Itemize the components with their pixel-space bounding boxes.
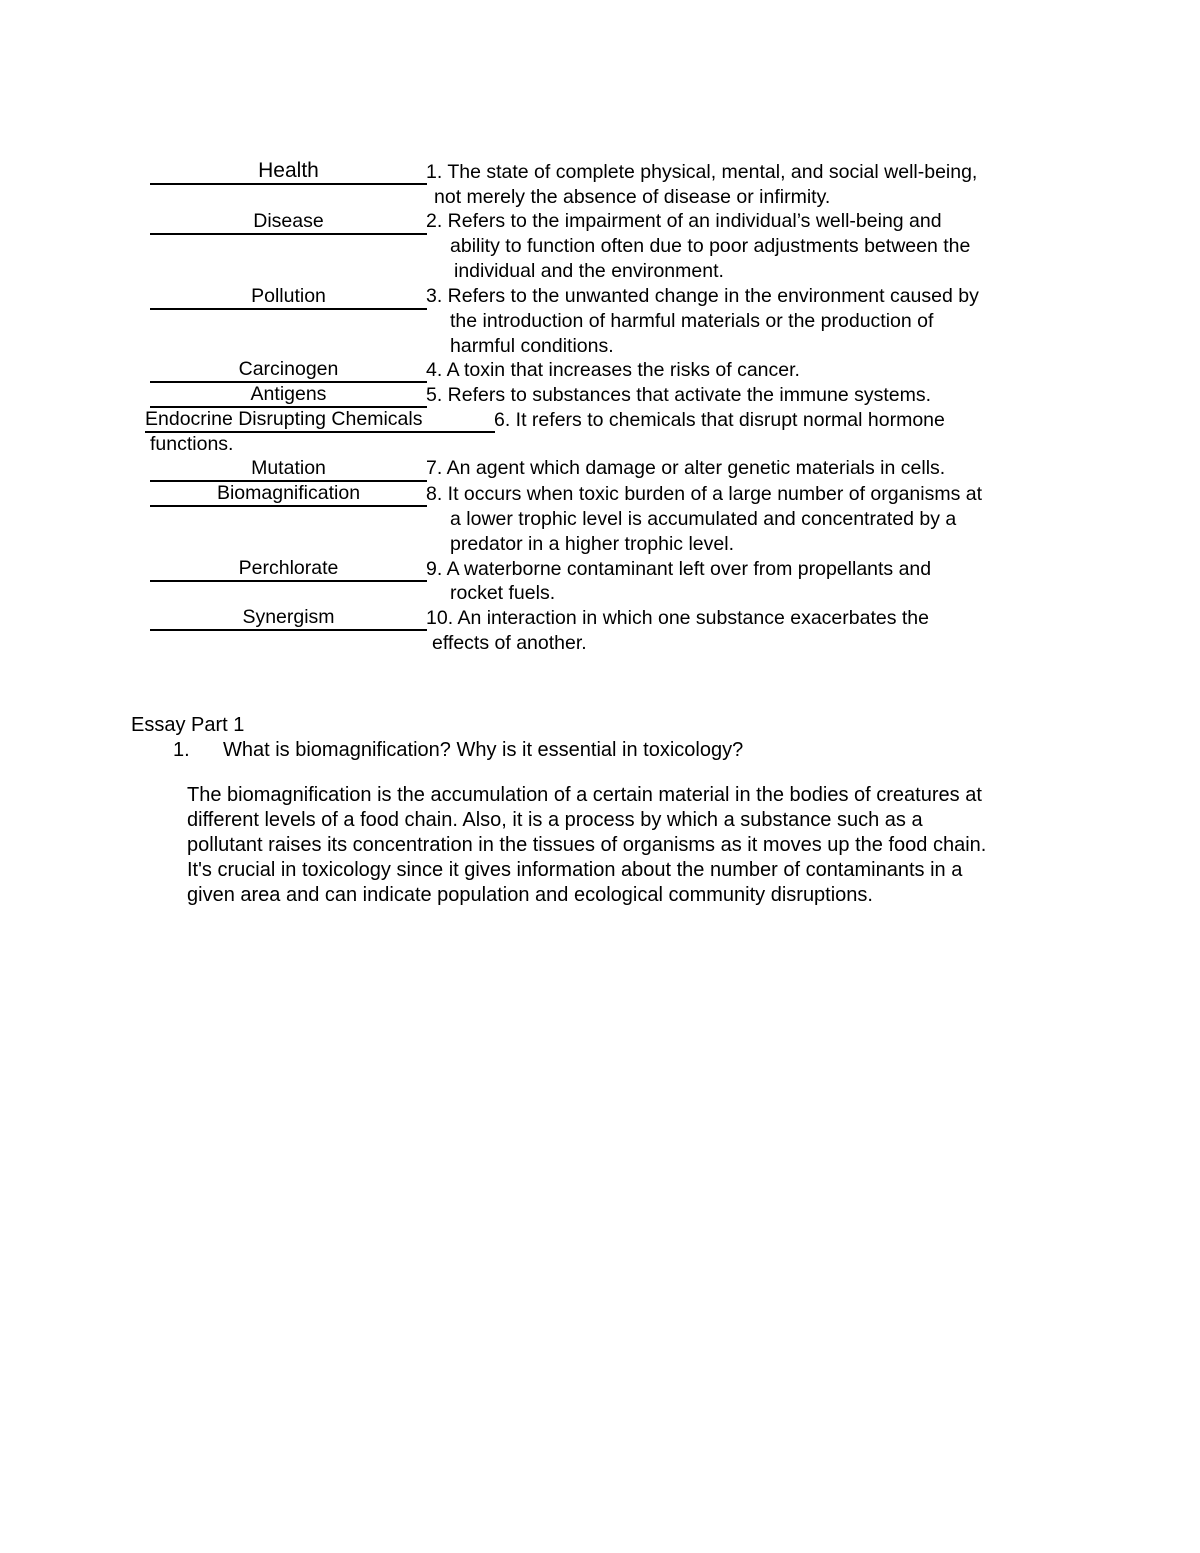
definition-8-line-1: 8. It occurs when toxic burden of a large number of organisms at	[426, 483, 983, 505]
term-carcinogen: Carcinogen	[150, 358, 427, 383]
definition-8-line-2: a lower trophic level is accumulated and concentrated by a	[450, 508, 957, 530]
answer-line: It's crucial in toxicology since it gives information about the number of contaminants in a	[187, 859, 963, 881]
term-mutation: Mutation	[150, 457, 427, 482]
definition-1-line-1: 1. The state of complete physical, mental, and social well-being,	[426, 161, 978, 183]
definition-3-line-1: 3. Refers to the unwanted change in the environment caused by	[426, 285, 979, 307]
definition-2-line-3: individual and the environment.	[454, 260, 724, 282]
definition-9-line-2: rocket fuels.	[450, 582, 556, 604]
definition-3-line-3: harmful conditions.	[450, 335, 614, 357]
definition-10-line-1: 10. An interaction in which one substance exacerbates the	[426, 607, 929, 629]
term-endocrine-disrupting-chemicals: Endocrine Disrupting Chemicals	[145, 408, 495, 433]
definition-9-line-1: 9. A waterborne contaminant left over from propellants and	[426, 558, 932, 580]
definition-2-line-1: 2. Refers to the impairment of an individual’s well-being and	[426, 210, 942, 232]
definition-4: 4. A toxin that increases the risks of cancer.	[426, 359, 800, 381]
question-text: What is biomagnification? Why is it essential in toxicology?	[223, 739, 744, 761]
essay-heading: Essay Part 1	[131, 714, 245, 736]
definition-1-line-2: not merely the absence of disease or infirmity.	[434, 186, 831, 208]
definition-5: 5. Refers to substances that activate the immune systems.	[426, 384, 932, 406]
definition-8-line-3: predator in a higher trophic level.	[450, 533, 734, 555]
definition-6-line-1: 6. It refers to chemicals that disrupt normal hormone	[494, 409, 945, 431]
question-number: 1.	[173, 739, 190, 761]
definition-3-line-2: the introduction of harmful materials or the production of	[450, 310, 934, 332]
essay-answer	[187, 783, 1087, 908]
term-antigens: Antigens	[150, 383, 427, 408]
term-perchlorate: Perchlorate	[150, 557, 427, 582]
definition-10-line-2: effects of another.	[432, 632, 587, 654]
term-synergism: Synergism	[150, 606, 427, 631]
essay-question	[173, 738, 743, 763]
definition-6-line-2: functions.	[150, 433, 234, 455]
answer-line: given area and can indicate population and ecological community disruptions.	[187, 884, 873, 906]
term-pollution: Pollution	[150, 285, 427, 310]
definition-7: 7. An agent which damage or alter genetic materials in cells.	[426, 457, 946, 479]
answer-line: different levels of a food chain. Also, it is a process by which a substance such as a	[187, 809, 923, 831]
term-biomagnification: Biomagnification	[150, 482, 427, 507]
definition-2-line-2: ability to function often due to poor adjustments between the	[450, 235, 971, 257]
term-disease: Disease	[150, 210, 427, 235]
answer-line: The biomagnification is the accumulation of a certain material in the bodies of creatures at	[187, 784, 982, 806]
term-health: Health	[150, 160, 427, 185]
answer-line: pollutant raises its concentration in the tissues of organisms as it moves up the food chain.	[187, 834, 987, 856]
